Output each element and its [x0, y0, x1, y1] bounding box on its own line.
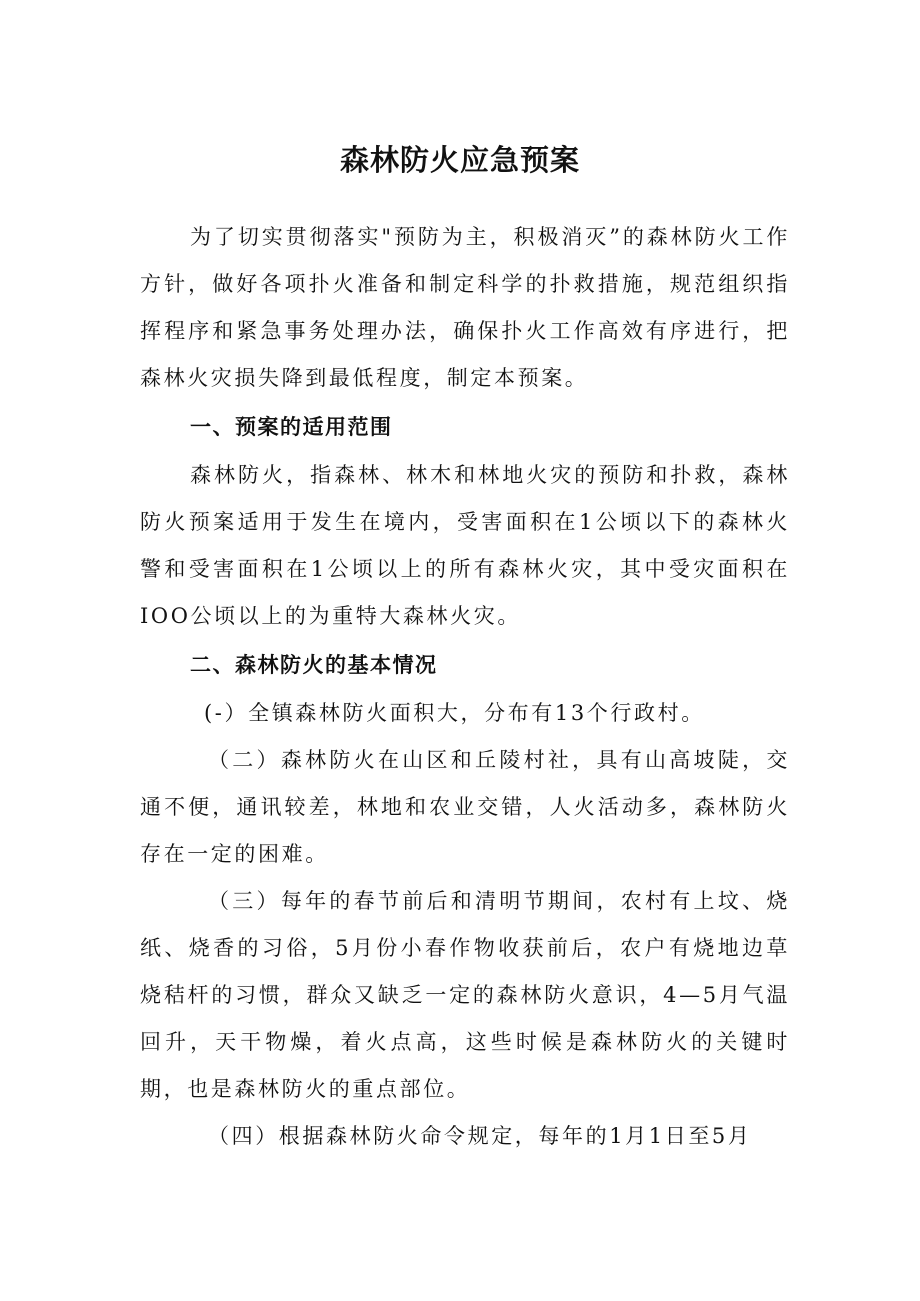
situation-item-1: (-）全镇森林防火面积大，分布有13个行政村。: [204, 701, 705, 725]
document-title: 森林防火应急预案: [339, 143, 580, 177]
intro-paragraph: 为了切实贯彻落实"预防为主，积极消灭”的森林防火工作方针，做好各项扑火准备和制定科学的扑救措施，规范组织指挥程序和紧急事务处理办法，确保扑火工作高效有序进行，把森林火灾损失降到最低程度，制定本预案。: [140, 225, 790, 390]
situation-item-2: （二）森林防火在山区和丘陵村社，具有山高坡陡，交通不便，通讯较差，林地和农业交错，人火活动多，森林防火存在一定的困难。: [140, 748, 790, 866]
document-body: [140, 214, 790, 1160]
situation-item-4: （四）根据森林防火命令规定，每年的1月1日至5月: [208, 1124, 752, 1148]
section-heading-situation: 二、森林防火的基本情况: [190, 653, 438, 677]
situation-item-3: （三）每年的春节前后和清明节期间，农村有上坟、烧纸、烧香的习俗，5月份小春作物收获前后，农户有烧地边草烧秸杆的习惯，群众又缺乏一定的森林防火意识，4—5月气温回升，天干物燥，着火点高，这些时候是森林防火的关键时期，也是森林防火的重点部位。: [140, 889, 790, 1101]
section-heading-scope: 一、预案的适用范围: [190, 415, 393, 439]
scope-paragraph: 森林防火，指森林、林木和林地火灾的预防和扑救，森林防火预案适用于发生在境内，受害面积在1公顷以下的森林火警和受害面积在1公顷以上的所有森林火灾，其中受灾面积在IOO公顷以上的为重特大森林火灾。: [140, 463, 790, 628]
